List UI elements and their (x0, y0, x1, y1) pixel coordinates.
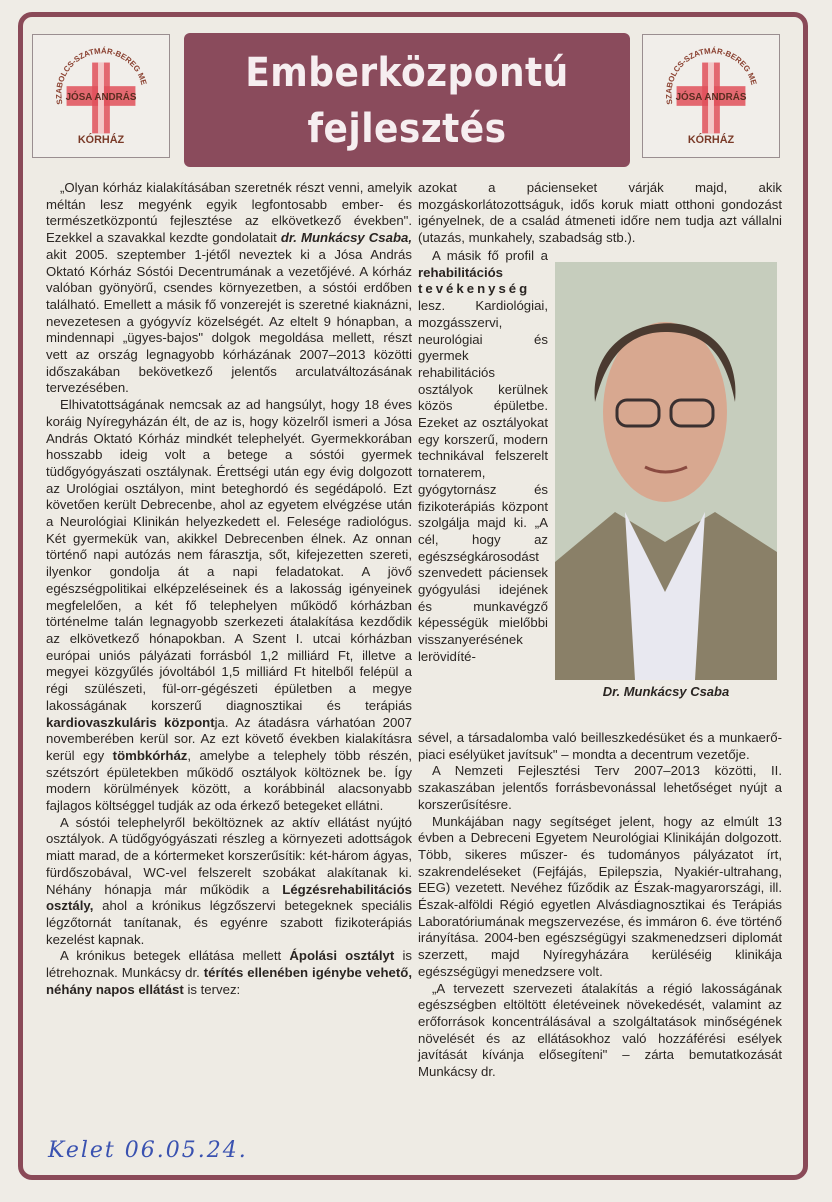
headline-line-2: fejlesztés (307, 106, 507, 152)
logo-name: JÓSA ANDRÁS (65, 91, 137, 103)
headline (184, 33, 630, 167)
paragraph: „Olyan kórház kialakításában szeretnék részt venni, amelyik méltán lesz megyénk egyik legfontosabb ember- és természetközpontú fejlesztése az elkövetkező években". Ezekkel a szavakkal kezdte gondolatait dr. Munkácsy Csaba, akit 2005. szeptember 1-jétől neveztek ki a Jósa András Oktató Kórház Sóstói Decentrumának a vezetőjévé. A kórház valóban gyönyörű, csendes környezetben, a sóstói erdőben található. Emellett a másik fő vonzerejét is szeretné kiaknázni, nevezetesen a gyógyvíz közelségét. Az eltelt 9 hónapban, a mindennapi „ügyes-bajos" dolgok megoldása mellett, részt vett az ország legnagyobb kórházának 2007–2013 közötti időszakában bekövetkező jelentős arculatváltozásának tervezésében. (46, 180, 412, 396)
right-column-narrow (418, 248, 548, 666)
paragraph: A sóstói telephelyről beköltöznek az aktív ellátást nyújtó osztályok. A tüdőgyógyászati részleg a környezeti adottságok miatt marad, de a kórtermeket korszerűsítik: két-három ágyas, fürdőszobával, WC-vel felszerelt szobákat alakítanak ki. Néhány hónapja már működik a Légzésrehabilitációs osztály, ahol a krónikus légzőszervi betegeknek speciális légzőtornát tanítanak, és egyénre szabott fizikoterápiás kezelést kapnak. (46, 814, 412, 947)
paragraph: azokat a pácienseket várják majd, akik mozgáskorlátozottságuk, idős koruk miatt otthoni gondozást igényelnek, de a család átmeneti időre nem tudja azt vállalni (utazás, munkahely, szabadság stb.). (418, 180, 782, 246)
hospital-logo-right (642, 34, 780, 158)
svg-text:SZABOLCS-SZATMÁR-BEREG MEGYEI: SZABOLCS-SZATMÁR-BEREG ME (664, 46, 759, 106)
red-cross-icon (643, 35, 779, 157)
red-cross-icon (33, 35, 169, 157)
logo-bottom: KÓRHÁZ (77, 134, 125, 147)
paragraph: Munkájában nagy segítséget jelent, hogy az elmúlt 13 évben a Debreceni Egyetem Neurológiai Klinikáján dolgozott. Több, sikeres műszer- és tudományos pályázatot írt, szakrendeléseket (Fejfájás, Epilepszia, Nyakiér-ultrahang, EEG) vezetett. Nevéhez fűződik az Észak-magyarországi, ill. Észak-alföldi Régió egyetlen Alvásdiagnosztikai és Terápiás Laboratóriumának megszervezése, és immáron 6. éve történő irányítása. 2004-ben egészségügyi szakmenedzseri diplomát szerzett, majd Nyíregyházára kerüléséig klinikája egészségügyi menedzsere volt. (418, 813, 782, 979)
portrait-photo (555, 262, 777, 680)
paragraph: Elhivatottságának nemcsak az ad hangsúlyt, hogy 18 éves koráig Nyíregyházán élt, de az is, hogy közelről ismeri a Jósa András Oktató Kórház mindkét telephelyét. Gyermekkorában hosszabb ideig volt a betege a sóstói gyermek tüdőgyógyászati osztálynak. Érettségi után egy évig dolgozott az Urológiai osztályon, mint beteghordó és segédápoló. Ezt követően került Debrecenbe, ahol az egyetem elvégzése után a Neurológiai Klinikán helyezkedett el. Felesége radiológus. Két gyermekük van, akikkel Debrecenben élnek. Az onnan történő napi autózás nem fárasztja, sőt, kifejezetten szereti, ilyenkor gondolja át a napi feladatokat. A jövő egészségpolitikai elképzeléseinek és a lakosság igényeinek megfelelően, a két fő telephelyen működő kórházban történelme talán legnagyobb szerkezeti átalakítása kezdődik az elkövetkező hónapokban. A Szent I. utcai kórházban európai uniós pályázati forrásból 1,2 milliárd Ft, illetve a megyei közgyűlés jóvoltából 1,5 milliárd Ft hitelből felépül a régi szülészeti, fül-orr-gégészeti épületben a megye lakosságának korszerű diagnosztikai és terápiás kardiovaszkuláris központja. Az átadásra várhatóan 2007 novemberében kerül sor. Az ezt követő években kialakításra kerül egy tömbkórház, amelybe a telephely több részén, szétszórt épületekben működő osztályok költöznek be. Így modern körülmények között, a korábbinál alacsonyabb fajlagos költséggel tudják az oda érkező betegeket ellátni. (46, 397, 412, 814)
headline-line-1: Emberközpontú (245, 50, 569, 96)
paragraph: „A tervezett szervezeti átalakítás a régió lakosságának egészségben eltöltött életéveinek növekedését, valamint az erőforrások koncentrálásával a szolgáltatások minőségének növelését és az ellátásokhoz való hozzáférési esélyek javítását kívánja elősegíteni" – zárta bemutatkozását Munkácsy dr. (418, 980, 782, 1080)
paragraph: A Nemzeti Fejlesztési Terv 2007–2013 közötti, II. szakaszában jelentős forrásbevonással lehetőséget nyújt a korszerűsítésre. (418, 763, 782, 812)
right-column-bottom (418, 730, 782, 1081)
svg-text:KÓRHÁZ: KÓRHÁZ (687, 134, 735, 147)
hospital-logo-left (32, 34, 170, 158)
left-column (46, 180, 412, 998)
paragraph: A krónikus betegek ellátása mellett Ápolási osztályt is létrehoznak. Munkácsy dr. térítés ellenében igénybe vehető, néhány napos ellátást is tervez: (46, 948, 412, 997)
svg-text:SZABOLCS-SZATMÁR-BEREG MEGYEI: SZABOLCS-SZATMÁR-BEREG ME (54, 46, 149, 106)
portrait-image (555, 262, 777, 680)
photo-caption: Dr. Munkácsy Csaba (602, 684, 730, 699)
right-column-top (418, 180, 782, 247)
paragraph: A másik fő profil a rehabilitációs tevékenység lesz. Kardiológiai, mozgásszervi, neurológiai és gyermek rehabilitációs osztályok kerülnek közös épületbe. Ezeket az osztályokat egy korszerű, modern technikával felszerelt tornaterem, gyógytornász és fizikoterápiás központ szolgálja majd ki. „A cél, hogy az egészségkárosodást szenvedett páciensek gyógyulási idejének és munkavégző képességük mielőbbi visszanyerésének lerövidíté- (418, 248, 548, 664)
svg-text:JÓSA ANDRÁS: JÓSA ANDRÁS (675, 91, 747, 103)
paragraph: sével, a társadalomba való beilleszkedésüket és a munkaerő-piaci esélyüket javítsuk" – mondta a decentrum vezetője. (418, 730, 782, 762)
handwritten-date-note: Kelet 06.05.24. (48, 1138, 248, 1163)
